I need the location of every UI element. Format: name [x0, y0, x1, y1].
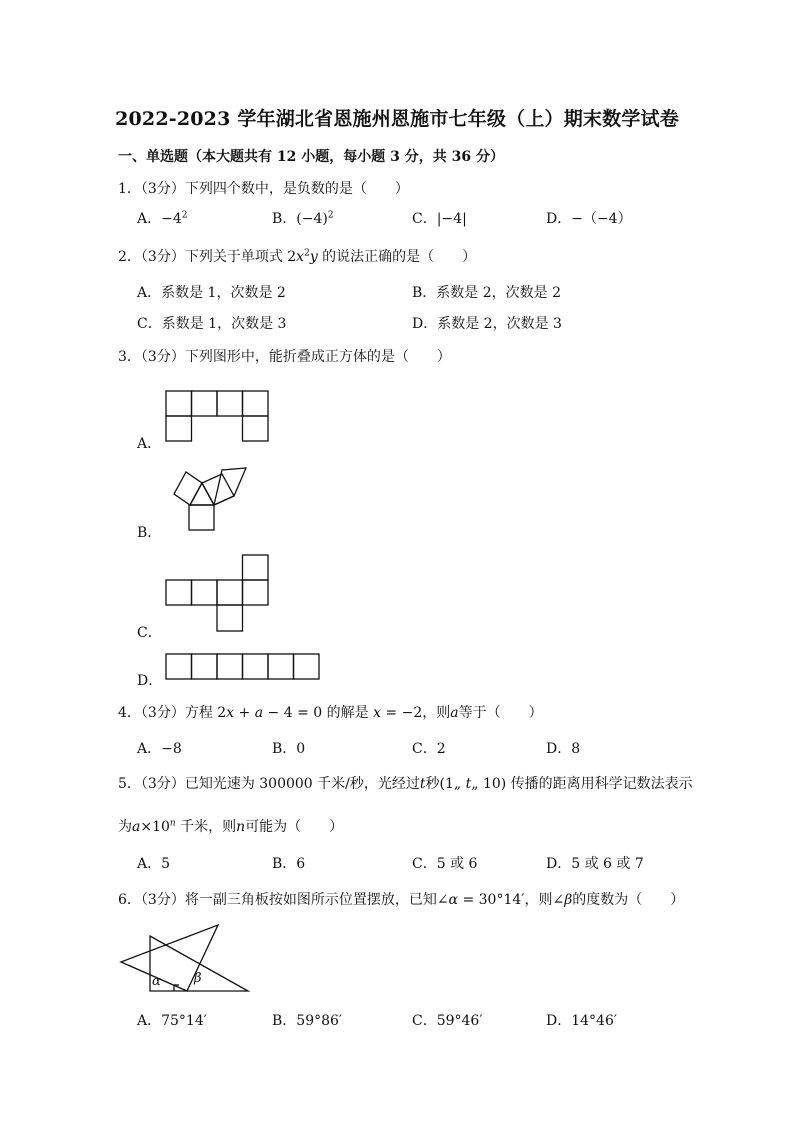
- cube-net-b-figure: [160, 464, 250, 534]
- question-6-option-c: C．59°46′: [412, 1013, 483, 1029]
- cube-net-a-figure: [166, 391, 269, 441]
- question-5-option-b: B．6: [272, 856, 306, 872]
- question-4-option-a: A．−8: [137, 741, 182, 757]
- question-6-stem: 6．（3分）将一副三角板按如图所示位置摆放，已知∠α = 30°14′，则∠β的度数为（ ）: [118, 892, 685, 908]
- question-2-option-b: B．系数是 2，次数是 2: [412, 285, 562, 301]
- question-1-option-c: C．|−4|: [412, 211, 467, 227]
- question-5-stem-line-1: 5．（3分）已知光速为 300000 千米/秒，光经过t秒(1„ t„ 10) 传播的距离用科学记数法表示: [118, 776, 693, 792]
- question-2-stem: 2．（3分）下列关于单项式 $2x^2y$ 的说法正确的是（ ）: [118, 248, 477, 265]
- question-4-option-d: D．8: [546, 741, 581, 757]
- question-5-option-d: D．5 或 6 或 7: [546, 856, 644, 872]
- question-2-option-a: A．系数是 1，次数是 2: [137, 285, 286, 301]
- question-1-option-d: D．−（−4）: [546, 211, 632, 227]
- question-4-option-b: B．0: [272, 741, 306, 757]
- question-6-option-a: A．75°14′: [137, 1013, 207, 1029]
- cube-net-c-figure: [166, 555, 269, 632]
- figure-alpha-label: α: [152, 974, 161, 989]
- question-1-option-b: B．$(-4)^2$: [272, 210, 334, 227]
- page-title: 2022-2023 学年湖北省恩施州恩施市七年级（上）期末数学试卷: [115, 108, 679, 130]
- question-3-option-a: A．: [137, 436, 162, 452]
- question-3-option-d: D．: [137, 673, 163, 689]
- cube-net-d-figure: [166, 654, 320, 680]
- question-1-stem: 1．（3分）下列四个数中，是负数的是（ ）: [118, 181, 409, 197]
- question-3-option-c: C．: [137, 625, 162, 641]
- question-1-option-a: A．$-4^2$: [137, 210, 188, 227]
- question-3-option-b: B．: [137, 525, 162, 541]
- question-2-option-d: D．系数是 2，次数是 3: [412, 316, 562, 332]
- section-heading: 一、单选题（本大题共有 12 小题，每小题 3 分，共 36 分）: [118, 149, 504, 165]
- question-5-option-c: C．5 或 6: [412, 856, 478, 872]
- question-5-option-a: A．5: [137, 856, 171, 872]
- triangle-rulers-figure: [118, 922, 253, 994]
- question-6-option-d: D．14°46′: [546, 1013, 618, 1029]
- question-2-option-c: C．系数是 1，次数是 3: [137, 316, 287, 332]
- question-3-stem: 3．（3分）下列图形中，能折叠成正方体的是（ ）: [118, 349, 451, 365]
- figure-beta-label: β: [194, 971, 202, 986]
- question-4-option-c: C．2: [412, 741, 446, 757]
- question-5-stem-line-2: 为$a\times 10^n$ 千米，则n可能为（ ）: [118, 818, 344, 835]
- question-6-option-b: B．59°86′: [272, 1013, 343, 1029]
- question-4-stem: 4．（3分）方程 2x + a − 4 = 0 的解是 x = −2，则a等于（ ）: [118, 705, 543, 721]
